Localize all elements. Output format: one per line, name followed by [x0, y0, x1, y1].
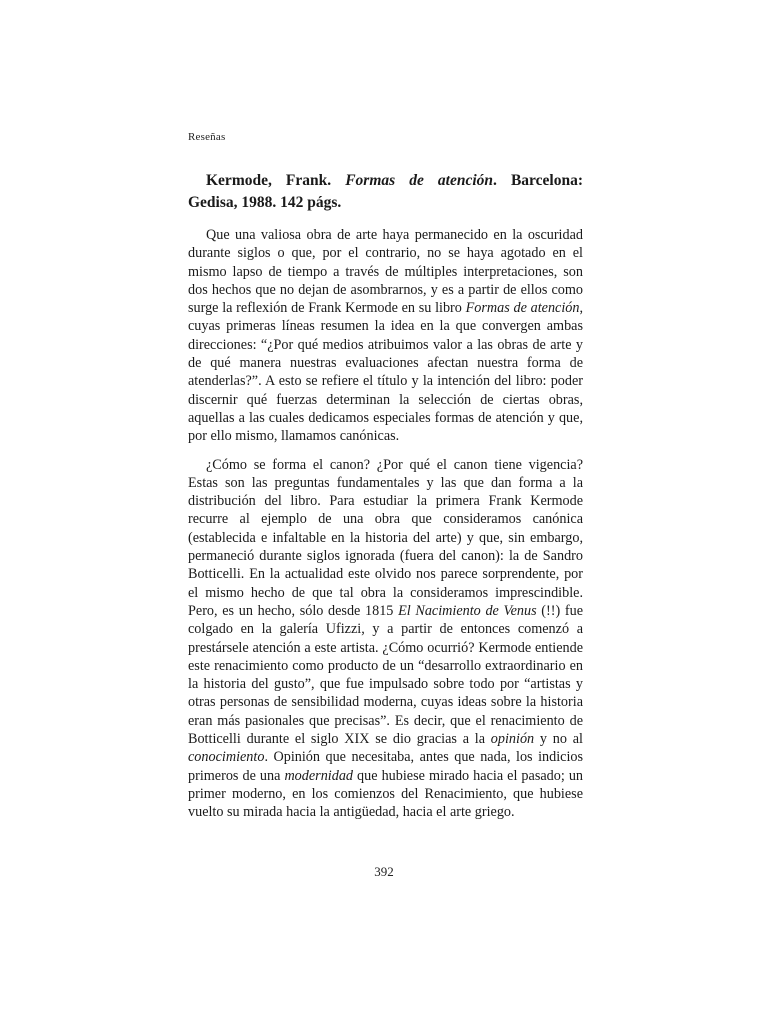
paragraph-italic-text: opinión: [490, 731, 535, 748]
page-number: 392: [374, 864, 394, 879]
review-heading: [188, 170, 583, 214]
review-body: [188, 170, 583, 832]
paragraph-text: . Opinión que necesitaba, antes que nada, los indicios primeros de una: [188, 749, 583, 784]
paragraph-text: y no al: [534, 731, 583, 748]
review-book-title: Formas de atención: [345, 172, 494, 189]
paragraph-italic-text: El Nacimiento de Venus: [398, 602, 537, 619]
paragraph-text: que hubiese mirado hacia el pasado; un primer moderno, en los comienzos del Renacimiento, que hubiese vuelto su mirada hacia la antigüedad, hacia el arte griego.: [188, 767, 584, 821]
paragraph-2: [188, 456, 583, 822]
paragraph-text: ¿Cómo se forma el canon? ¿Por qué el canon tiene vigencia? Estas son las preguntas fundamentales y las que dan forma a la distribución del libro. Para estudiar la primera Frank Kermode recurre al ejemplo de una obra que consideramos canónica (establecida e infaltable en la historia del arte) y que, sin embargo, permaneció durante siglos ignorada (fuera del canon): la de Sandro Botticelli. En la actualidad este olvido nos parece sorprendente, por el mismo hecho de que tal obra la consideramos imprescindible. Pero, es un hecho, sólo desde 1815: [188, 456, 583, 619]
paragraph-italic-text: conocimiento: [188, 749, 265, 766]
paragraph-italic-text: Formas de atención: [465, 300, 580, 317]
review-author: Kermode, Frank.: [206, 172, 332, 189]
paragraph-italic-text: modernidad: [284, 767, 354, 784]
paragraph-text: , cuyas primeras líneas resumen la idea en la que convergen ambas direcciones: “¿Por qué medios atribuimos valor a las obras de arte y de qué manera nuestras evaluaciones afectan nuestra forma de atenderlas?”. A esto se refiere el título y la intención del libro: poder discernir qué fuerzas determinan la selección de ciertas obras, aquellas a las cuales dedicamos especiales formas de atención y que, por ello mismo, llamamos canónicas.: [188, 300, 584, 445]
paragraph-1: [188, 226, 583, 446]
paragraph-text: (!!) fue colgado en la galería Ufizzi, y a partir de entonces comenzó a prestársele atención a este artista. ¿Cómo ocurrió? Kermode entiende este renacimiento como producto de un “desarrollo extraordinario en la historia del gusto”, que fue impulsado sobre todo por “artistas y otras personas de sensibilidad moderna, cuyas ideas sobre la historia eran más pasionales que precisas”. Es decir, que el renacimiento de Botticelli durante el siglo XIX se dio gracias a la: [188, 602, 583, 748]
review-publisher: . Barcelona: Gedisa, 1988. 142 págs.: [188, 172, 584, 211]
paragraph-text: Que una valiosa obra de arte haya permanecido en la oscuridad durante siglos o que, por el contrario, no se haya agotado en el mismo lapso de tiempo a través de múltiples interpretaciones, son dos hechos que no dejan de asombrarnos, y es a partir de ellos como surge la reflexión de Frank Kermode en su libro: [188, 227, 583, 317]
running-head: Reseñas: [188, 131, 226, 143]
